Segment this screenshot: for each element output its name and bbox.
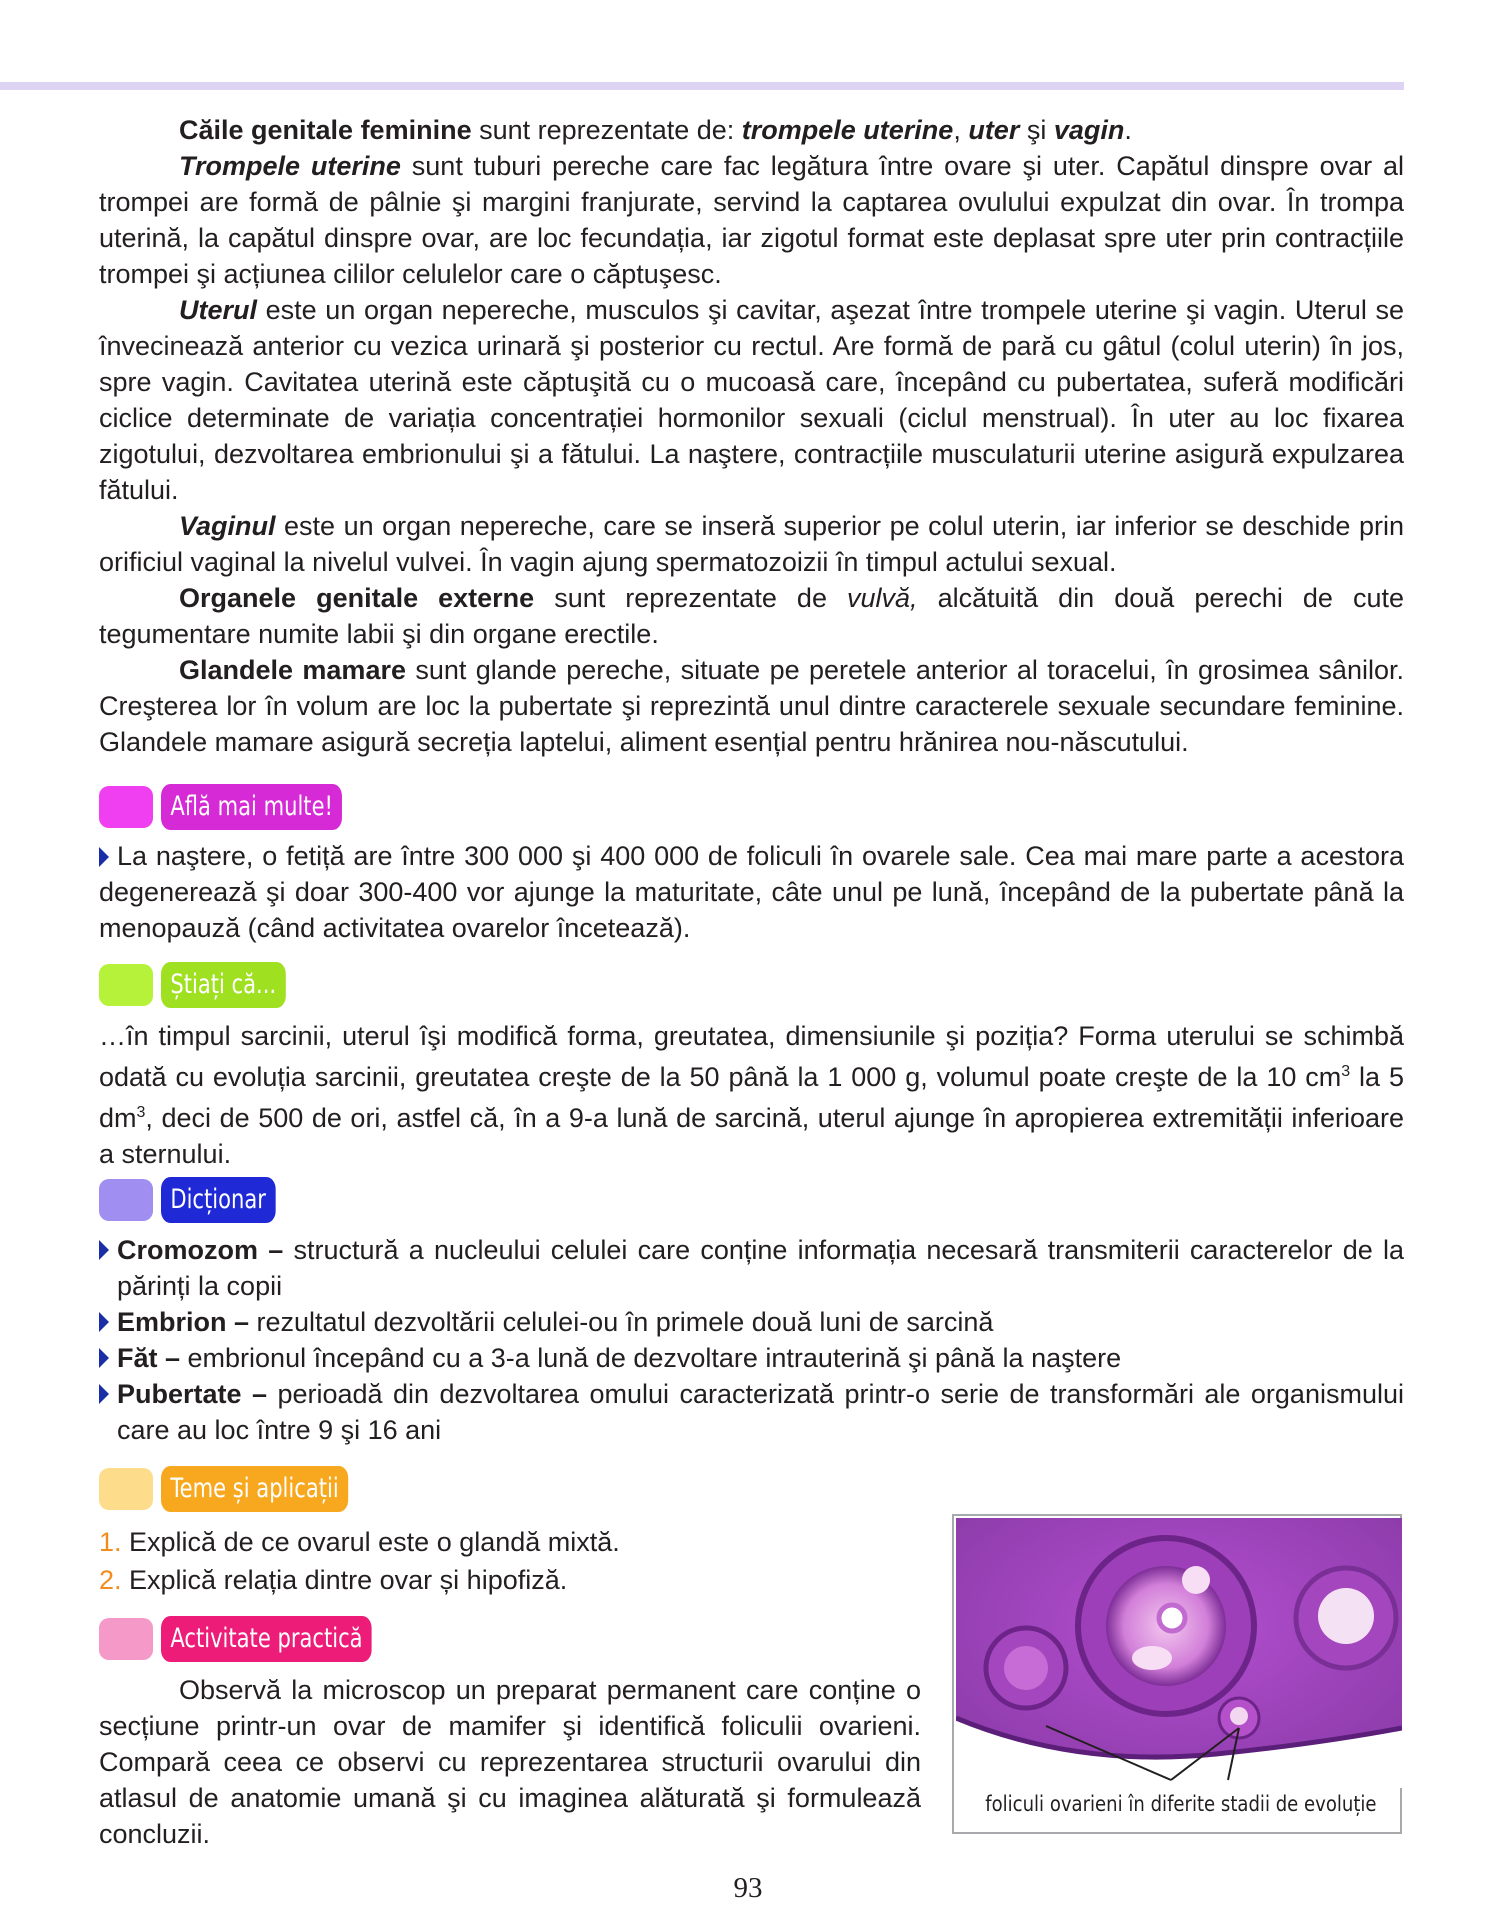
stiati-text-2: la 5 dm	[99, 1062, 1404, 1133]
mamare-term: Glandele mamare	[179, 655, 406, 685]
trompe-text: sunt tuburi pereche care fac legătura între ovare şi uter. Capătul dinspre ovar al trompei are formă de pâlnie şi margini franjurate, servind la captarea ovulului expulzat din ovar. În trompa uterină, la capătul dinspre ovar, are loc fecundația, iar zigotul format este deplasat spre uter prin contracțiile trompei şi acțiunea cililor celulelor care o căptuşesc.	[99, 151, 1404, 289]
intro-period: .	[1124, 115, 1132, 145]
page-number: 93	[733, 1872, 763, 1904]
tema-text: Explică de ce ovarul este o glandă mixtă.	[121, 1527, 620, 1557]
trompe-paragraph	[99, 148, 1404, 292]
bullet-icon	[99, 1312, 109, 1332]
dictionar-def: rezultatul dezvoltării celulei-ou în primele două luni de sarcină	[249, 1307, 994, 1337]
intro-and: şi	[1019, 115, 1054, 145]
dictionar-item	[99, 1376, 1404, 1448]
bullet-icon	[99, 847, 109, 867]
trompe-term: Trompele uterine	[179, 151, 401, 181]
dictionar-def: structură a nucleului celulei care conține informația necesară transmiterii caracterelor de la părinți la copii	[117, 1235, 1404, 1301]
bullet-icon	[99, 1384, 109, 1404]
activitate-square	[99, 1618, 153, 1660]
afla-square	[99, 786, 153, 828]
stiati-paragraph	[99, 1018, 1404, 1172]
externe-text-1: sunt reprezentate de	[534, 583, 847, 613]
externe-text-2: alcătuită din două perechi de cute tegumentare numite labii şi din organe erectile.	[99, 583, 1405, 649]
afla-text: La naştere, o fetiță are între 300 000 şi 400 000 de foliculi în ovarele sale. Cea mai mare parte a acestora degenerează şi doar 300-400 vor ajunge la maturitate, câte unul pe lună, începând de la pubertate până la menopauză (când activitatea ovarelor încetează).	[99, 841, 1404, 943]
tema-text: Explică relația dintre ovar și hipofiză.	[121, 1565, 568, 1595]
dictionar-label: Dicționar	[161, 1177, 275, 1223]
dictionar-item	[99, 1340, 1404, 1376]
bullet-icon	[99, 1240, 109, 1260]
term-vagin: vagin	[1053, 115, 1125, 145]
stiati-square	[99, 964, 153, 1006]
dictionar-def: embrionul începând cu a 3-a lună de dezvoltare intrauterină şi până la naştere	[180, 1343, 1122, 1373]
term-cai-genitale: Căile genitale feminine	[179, 115, 472, 145]
vagin-text: este un organ nepereche, care se inseră superior pe colul uterin, iar inferior se deschide prin orificiul vaginal la nivelul vulvei. În vagin ajung spermatozoizii în timpul actului sexual.	[99, 511, 1404, 577]
activitate-text: Observă la microscop un preparat permanent care conține o secțiune printr-un ovar de mamifer şi identifică foliculii ovarieni. Compară ceea ce observi cu reprezentarea structurii ovarului din atlasul de anatomie umană şi cu imaginea alăturată şi formulează concluzii.	[99, 1675, 921, 1849]
vagin-term: Vaginul	[179, 511, 276, 541]
term-trompe: trompele uterine	[741, 115, 954, 145]
tema-number: 1.	[99, 1527, 122, 1557]
afla-label: Află mai multe!	[161, 784, 342, 830]
term-uter: uter	[968, 115, 1020, 145]
ovary-micrograph-figure	[952, 1514, 1402, 1834]
intro-comma: ,	[953, 115, 969, 145]
dictionar-item	[99, 1232, 1404, 1304]
cube-superscript-1: 3	[1341, 1063, 1351, 1080]
tema-number: 2.	[99, 1565, 122, 1595]
figure-caption: foliculi ovarieni în diferite stadii de evoluție	[985, 1792, 1377, 1816]
dictionar-item	[99, 1304, 1404, 1340]
tema-item	[99, 1561, 620, 1599]
ovary-micrograph	[956, 1518, 1402, 1788]
uter-text: este un organ nepereche, musculos şi cavitar, aşezat între trompele uterine şi vagin. Uterul se învecinează anterior cu vezica urinară şi posterior cu rectul. Are formă de pară cu gâtul (colul uterin) în jos, spre vagin. Cavitatea uterină este căptuşită cu o mucoasă care, începând cu pubertatea, suferă modificări ciclice determinate de variația concentrației hormonilor sexuali (ciclul menstrual). În uter au loc fixarea zigotului, dezvoltarea embrionului şi a fătului. La naştere, contracțiile musculaturii uterine asigură expulzarea fătului.	[99, 295, 1404, 505]
teme-label: Teme și aplicații	[161, 1466, 348, 1512]
stiati-label: Știați că...	[161, 962, 285, 1008]
stiati-text-1: …în timpul sarcinii, uterul îşi modifică forma, greutatea, dimensiunile şi poziția? Forma uterului se schimbă odată cu evoluția sarcinii, greutatea creşte de la 50 până la 1 000 g, volumul poate creşte de la 10 cm	[99, 1021, 1404, 1092]
dictionar-term: Făt –	[117, 1343, 181, 1373]
activitate-paragraph	[99, 1672, 921, 1852]
top-rule	[0, 82, 1404, 90]
teme-list	[99, 1523, 620, 1599]
dictionar-square	[99, 1179, 153, 1221]
vagin-paragraph	[99, 508, 1404, 580]
vulva-term: vulvă,	[847, 583, 918, 613]
teme-square	[99, 1468, 153, 1510]
mamare-text: sunt glande pereche, situate pe peretele anterior al toracelui, în grosimea sânilor. Creşterea lor în volum are loc la pubertate şi reprezintă unul dintre caracterele sexuale secundare feminine. Glandele mamare asigură secreția laptelui, aliment esențial pentru hrănirea nou-născutului.	[99, 655, 1404, 757]
bullet-icon	[99, 1348, 109, 1368]
uter-paragraph	[99, 292, 1404, 508]
stiati-text-3: , deci de 500 de ori, astfel că, în a 9-a lună de sarcină, uterul ajunge în apropierea extremității inferioare a sternului.	[99, 1103, 1404, 1169]
dictionar-def: perioadă din dezvoltarea omului caracterizată printr-o serie de transformări ale organismului care au loc între 9 şi 16 ani	[117, 1379, 1404, 1445]
afla-paragraph	[99, 838, 1404, 946]
dictionar-term: Cromozom –	[117, 1235, 284, 1265]
dictionar-term: Embrion –	[117, 1307, 250, 1337]
uter-term: Uterul	[179, 295, 258, 325]
tema-item	[99, 1523, 620, 1561]
mamare-paragraph	[99, 652, 1404, 760]
cube-superscript-2: 3	[136, 1104, 146, 1121]
intro-paragraph	[99, 112, 1404, 148]
dictionar-term: Pubertate –	[117, 1379, 267, 1409]
externe-paragraph	[99, 580, 1404, 652]
externe-term: Organele genitale externe	[179, 583, 535, 613]
dictionar-list	[99, 1232, 1404, 1448]
intro-text: sunt reprezentate de:	[471, 115, 742, 145]
activitate-label: Activitate practică	[161, 1616, 372, 1662]
